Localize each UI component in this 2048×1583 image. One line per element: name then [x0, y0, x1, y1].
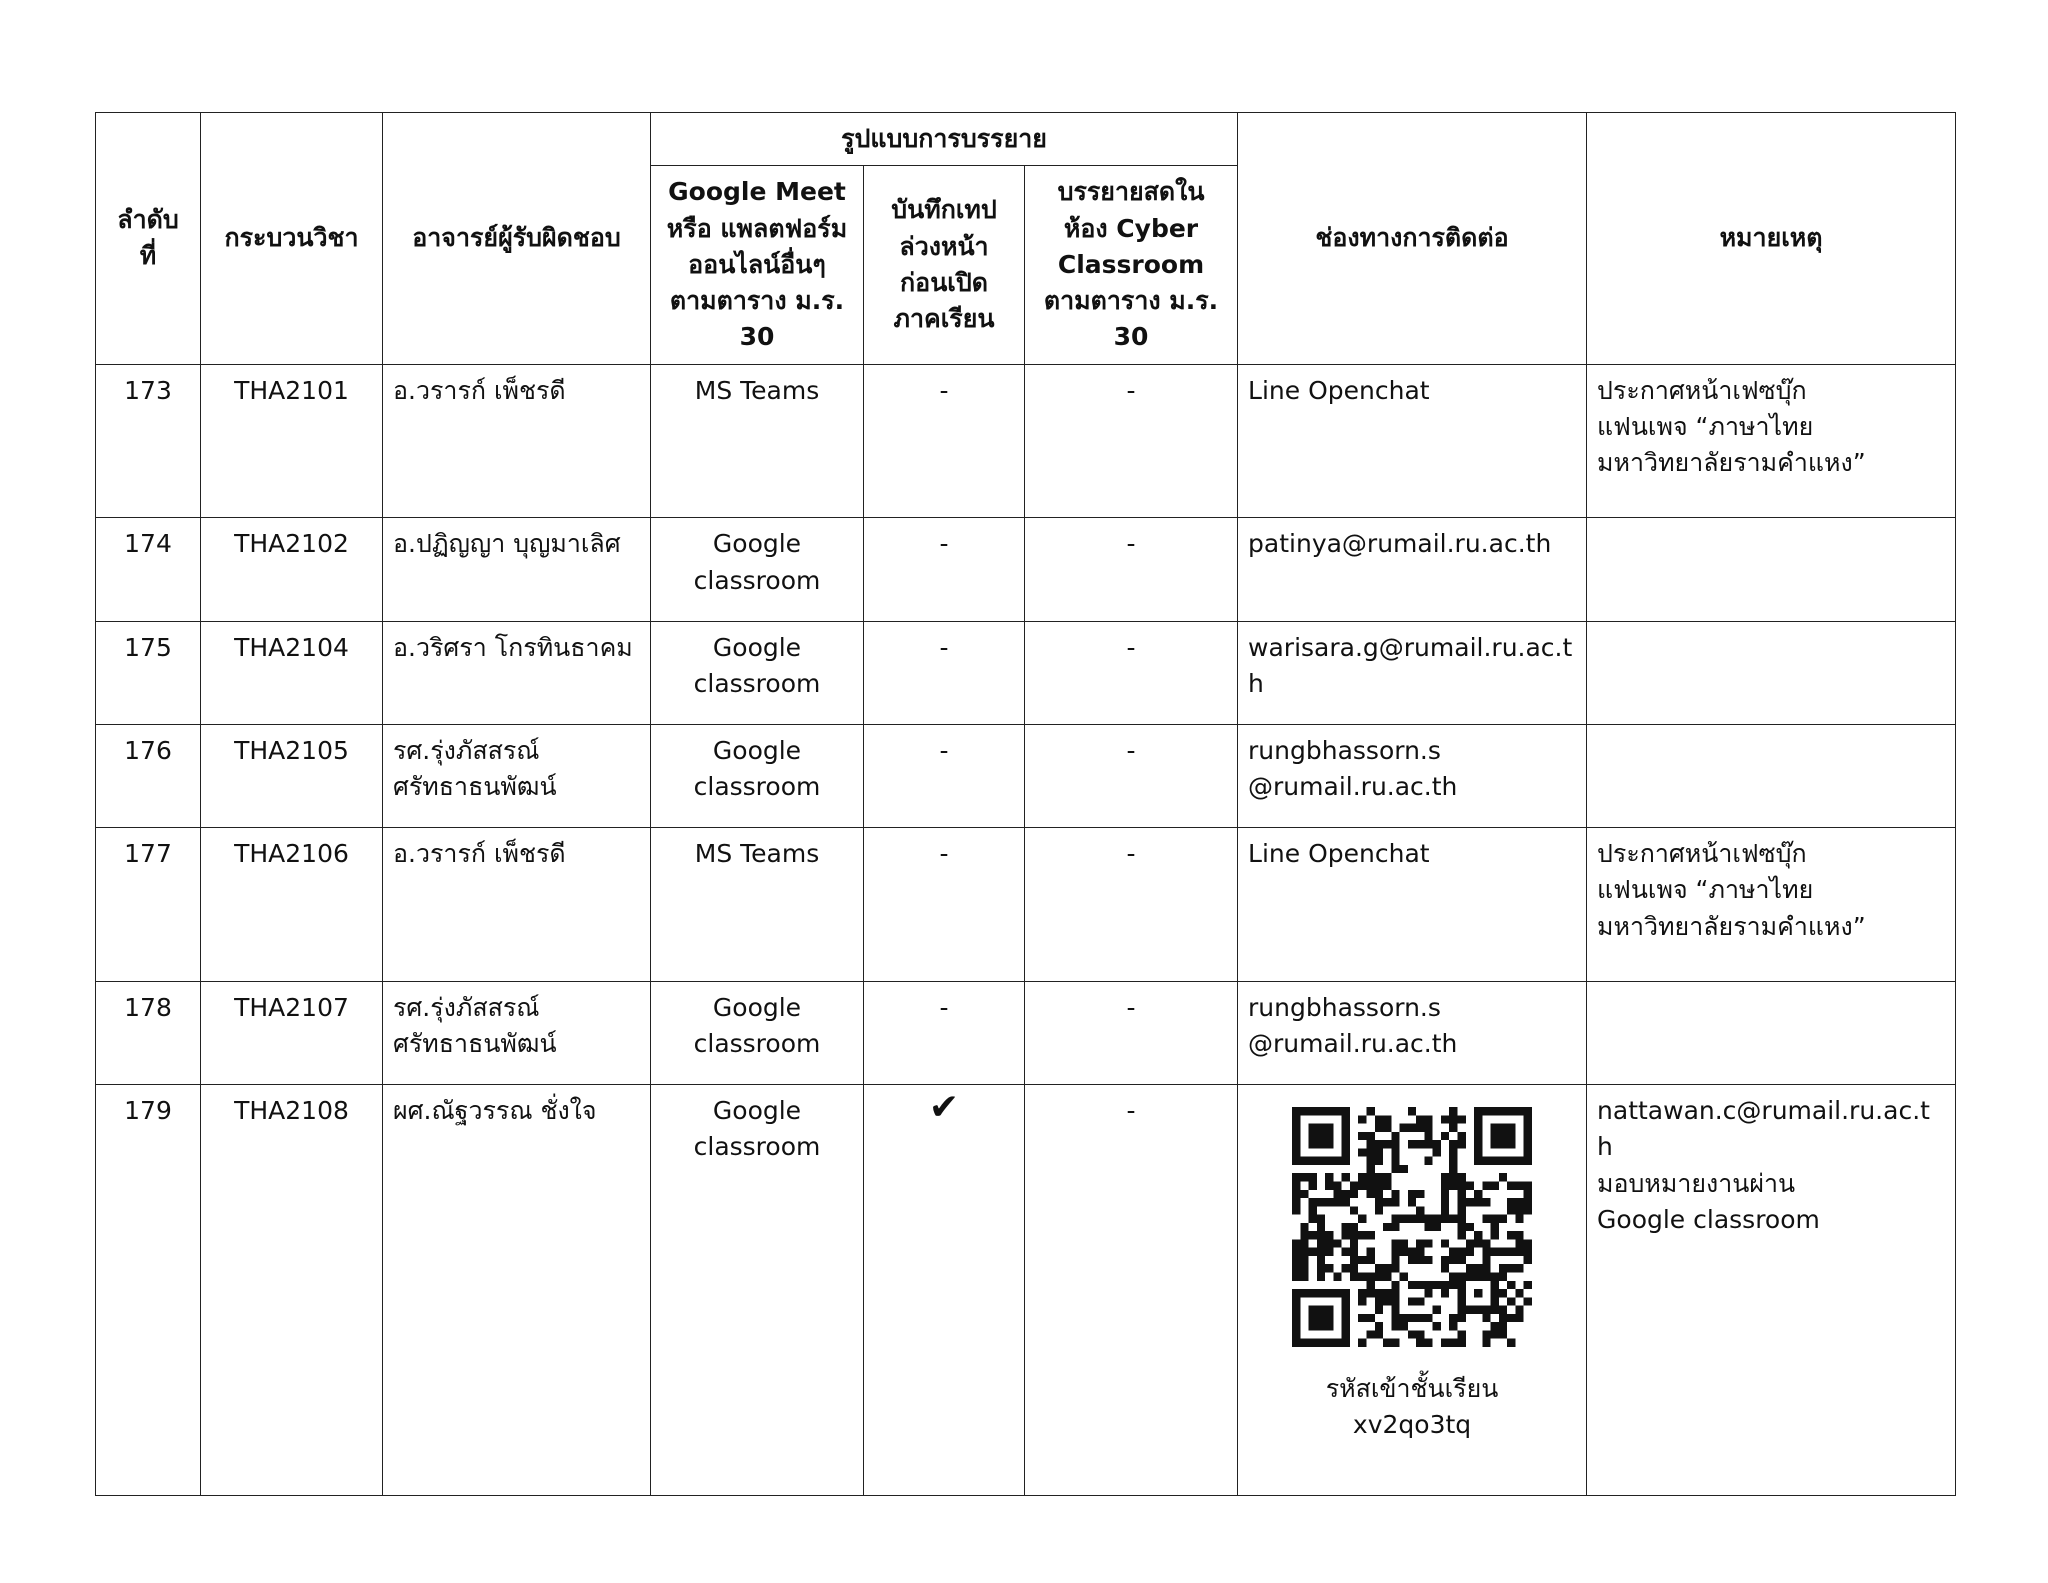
cell-no-text: 174: [124, 529, 172, 559]
cell-contact-text: patinya@rumail.ru.ac.th: [1248, 529, 1552, 559]
cell-instructor-text: รศ.รุ่งภัสสรณ์: [393, 735, 540, 765]
cell-online-text: classroom: [693, 772, 821, 802]
table-row: [96, 518, 1956, 621]
cell-online-text: Google: [712, 1096, 802, 1126]
cell-course: [201, 1085, 383, 1496]
cell-remark-text: มหาวิทยาลัยรามคำแหง”: [1597, 448, 1866, 477]
cell-remark: [1587, 364, 1956, 518]
cell-no: [96, 518, 201, 621]
cell-live: [1025, 981, 1238, 1084]
header-live: บรรยายสดใน ห้อง Cyber Classroom ตามตาราง ม.ร. 30: [1025, 166, 1238, 364]
cell-recorded: [864, 724, 1025, 827]
cell-instructor-text: รศ.รุ่งภัสสรณ์: [393, 992, 540, 1022]
cell-remark-text: แฟนเพจ “ภาษาไทย: [1597, 411, 1814, 441]
cell-online-text: Google: [712, 632, 802, 662]
cell-no-text: 177: [124, 839, 172, 869]
cell-recorded: [864, 981, 1025, 1084]
cell-contact-text: warisara.g@rumail.ru.ac.th: [1248, 632, 1573, 698]
cell-instructor: [383, 828, 651, 982]
cell-recorded: [864, 828, 1025, 982]
cell-instructor: [383, 364, 651, 518]
cell-live: [1025, 621, 1238, 724]
cell-recorded-text: -: [939, 735, 949, 765]
cell-online: [651, 724, 864, 827]
table-row: [96, 1085, 1956, 1496]
cell-online-text: MS Teams: [694, 375, 820, 405]
header-contact: ช่องทางการติดต่อ: [1238, 113, 1587, 365]
cell-no-text: 175: [124, 632, 172, 662]
cell-contact: [1238, 364, 1587, 518]
qr-code-icon: [1292, 1107, 1532, 1347]
table-row: [96, 981, 1956, 1084]
table-row: [96, 724, 1956, 827]
cell-contact: [1238, 724, 1587, 827]
cell-remark-text: แฟนเพจ “ภาษาไทย: [1597, 875, 1814, 905]
header-course: กระบวนวิชา: [201, 113, 383, 365]
cell-instructor: [383, 981, 651, 1084]
cell-live-text: -: [1126, 375, 1136, 405]
header-recorded: บันทึกเทป ล่วงหน้า ก่อนเปิด ภาคเรียน: [864, 166, 1025, 364]
cell-course-text: THA2108: [234, 1096, 349, 1126]
cell-online: [651, 981, 864, 1084]
course-schedule-table: [95, 112, 1956, 1496]
cell-course: [201, 724, 383, 827]
cell-live: [1025, 828, 1238, 982]
cell-course: [201, 621, 383, 724]
cell-course-text: THA2107: [234, 992, 349, 1022]
cell-online: [651, 828, 864, 982]
cell-remark: [1587, 518, 1956, 621]
cell-course-text: THA2105: [234, 735, 349, 765]
qr-caption: รหัสเข้าชั้นเรียน: [1325, 1374, 1499, 1404]
cell-recorded: [864, 621, 1025, 724]
cell-recorded: [864, 1085, 1025, 1496]
cell-no-text: 178: [124, 992, 172, 1022]
cell-recorded-text: -: [939, 529, 949, 559]
cell-online-text: classroom: [693, 1029, 821, 1059]
header-row-1: [96, 113, 1956, 166]
cell-contact: [1238, 828, 1587, 982]
cell-no: [96, 364, 201, 518]
table-row: [96, 828, 1956, 982]
cell-remark-text: ประกาศหน้าเฟซบุ๊ก: [1597, 375, 1807, 405]
header-no: [96, 113, 201, 365]
cell-contact: [1238, 518, 1587, 621]
cell-remark: [1587, 621, 1956, 724]
cell-online-text: classroom: [693, 565, 821, 595]
cell-online-text: classroom: [693, 668, 821, 698]
cell-instructor-text: ศรัทธาธนพัฒน์: [393, 1029, 557, 1059]
cell-online-text: Google: [712, 735, 802, 765]
cell-recorded-text: -: [939, 992, 949, 1022]
header-remark: หมายเหตุ: [1587, 113, 1956, 365]
cell-instructor: [383, 724, 651, 827]
cell-course: [201, 364, 383, 518]
cell-remark: [1587, 1085, 1956, 1496]
cell-online-text: Google: [712, 529, 802, 559]
cell-online: [651, 621, 864, 724]
table-row: [96, 621, 1956, 724]
cell-course: [201, 981, 383, 1084]
cell-recorded-text: -: [939, 632, 949, 662]
cell-instructor-text: อ.วริศรา โกรทินธาคม: [393, 632, 633, 662]
cell-instructor-text: อ.วรารก์ เพ็ชรดี: [393, 839, 566, 869]
cell-remark-text: nattawan.c@rumail.ru.ac.th: [1597, 1096, 1930, 1162]
cell-remark: [1587, 981, 1956, 1084]
cell-live: [1025, 724, 1238, 827]
cell-live: [1025, 1085, 1238, 1496]
class-code: xv2qo3tq: [1352, 1410, 1472, 1440]
header-online: Google Meet หรือ แพลตฟอร์ม ออนไลน์อื่นๆ ตามตาราง ม.ร. 30: [651, 166, 864, 364]
cell-remark-text: Google classroom: [1597, 1204, 1820, 1234]
cell-live-text: -: [1126, 735, 1136, 765]
cell-live: [1025, 518, 1238, 621]
cell-no-text: 173: [124, 375, 172, 405]
cell-live-text: -: [1126, 992, 1136, 1022]
cell-no-text: 176: [124, 735, 172, 765]
cell-no: [96, 621, 201, 724]
cell-remark-text: มหาวิทยาลัยรามคำแหง”: [1597, 911, 1866, 941]
cell-instructor: [383, 518, 651, 621]
cell-instructor-text: ศรัทธาธนพัฒน์: [393, 772, 557, 802]
cell-recorded-text: -: [939, 375, 949, 405]
cell-course: [201, 518, 383, 621]
cell-online-text: Google: [712, 992, 802, 1022]
cell-recorded-text: -: [939, 839, 949, 869]
cell-instructor-text: อ.ปฏิญญา บุญมาเลิศ: [393, 529, 621, 559]
cell-remark: [1587, 724, 1956, 827]
cell-no: [96, 981, 201, 1084]
cell-online: [651, 518, 864, 621]
cell-no: [96, 724, 201, 827]
cell-no: [96, 828, 201, 982]
cell-course: [201, 828, 383, 982]
cell-online-text: MS Teams: [694, 839, 820, 869]
cell-no-text: 179: [124, 1096, 172, 1126]
cell-recorded: [864, 364, 1025, 518]
cell-live-text: -: [1126, 839, 1136, 869]
cell-course-text: THA2102: [234, 529, 349, 559]
cell-recorded-text: ✔: [928, 1087, 960, 1129]
cell-contact: [1238, 621, 1587, 724]
cell-online: [651, 364, 864, 518]
table-row: [96, 364, 1956, 518]
cell-course-text: THA2104: [234, 632, 349, 662]
header-lecture-format: รูปแบบการบรรยาย: [651, 113, 1238, 166]
cell-live-text: -: [1126, 1096, 1136, 1126]
cell-contact-text: rungbhassorn.s: [1248, 992, 1441, 1022]
cell-instructor: [383, 621, 651, 724]
cell-remark: [1587, 828, 1956, 982]
cell-live-text: -: [1126, 529, 1136, 559]
cell-contact-text: Line Openchat: [1248, 839, 1430, 869]
header-instructor: อาจารย์ผู้รับผิดชอบ: [383, 113, 651, 365]
cell-course-text: THA2106: [234, 839, 349, 869]
cell-live: [1025, 364, 1238, 518]
cell-live-text: -: [1126, 632, 1136, 662]
cell-online-text: classroom: [693, 1132, 821, 1162]
cell-contact-text: Line Openchat: [1248, 375, 1430, 405]
cell-recorded: [864, 518, 1025, 621]
cell-instructor-text: อ.วรารก์ เพ็ชรดี: [393, 375, 566, 405]
cell-no: [96, 1085, 201, 1496]
cell-contact-text: rungbhassorn.s: [1248, 735, 1441, 765]
cell-instructor-text: ผศ.ณัฐวรรณ ชั่งใจ: [393, 1096, 597, 1126]
cell-contact: [1238, 981, 1587, 1084]
cell-contact-text: @rumail.ru.ac.th: [1248, 1029, 1458, 1059]
cell-contact-text: @rumail.ru.ac.th: [1248, 772, 1458, 802]
cell-instructor: [383, 1085, 651, 1496]
cell-contact: [1238, 1085, 1587, 1496]
header-no-label: ลำดับ ที่: [117, 205, 179, 271]
cell-course-text: THA2101: [234, 375, 349, 405]
cell-online: [651, 1085, 864, 1496]
cell-remark-text: มอบหมายงานผ่าน: [1597, 1168, 1796, 1198]
cell-remark-text: ประกาศหน้าเฟซบุ๊ก: [1597, 839, 1807, 869]
